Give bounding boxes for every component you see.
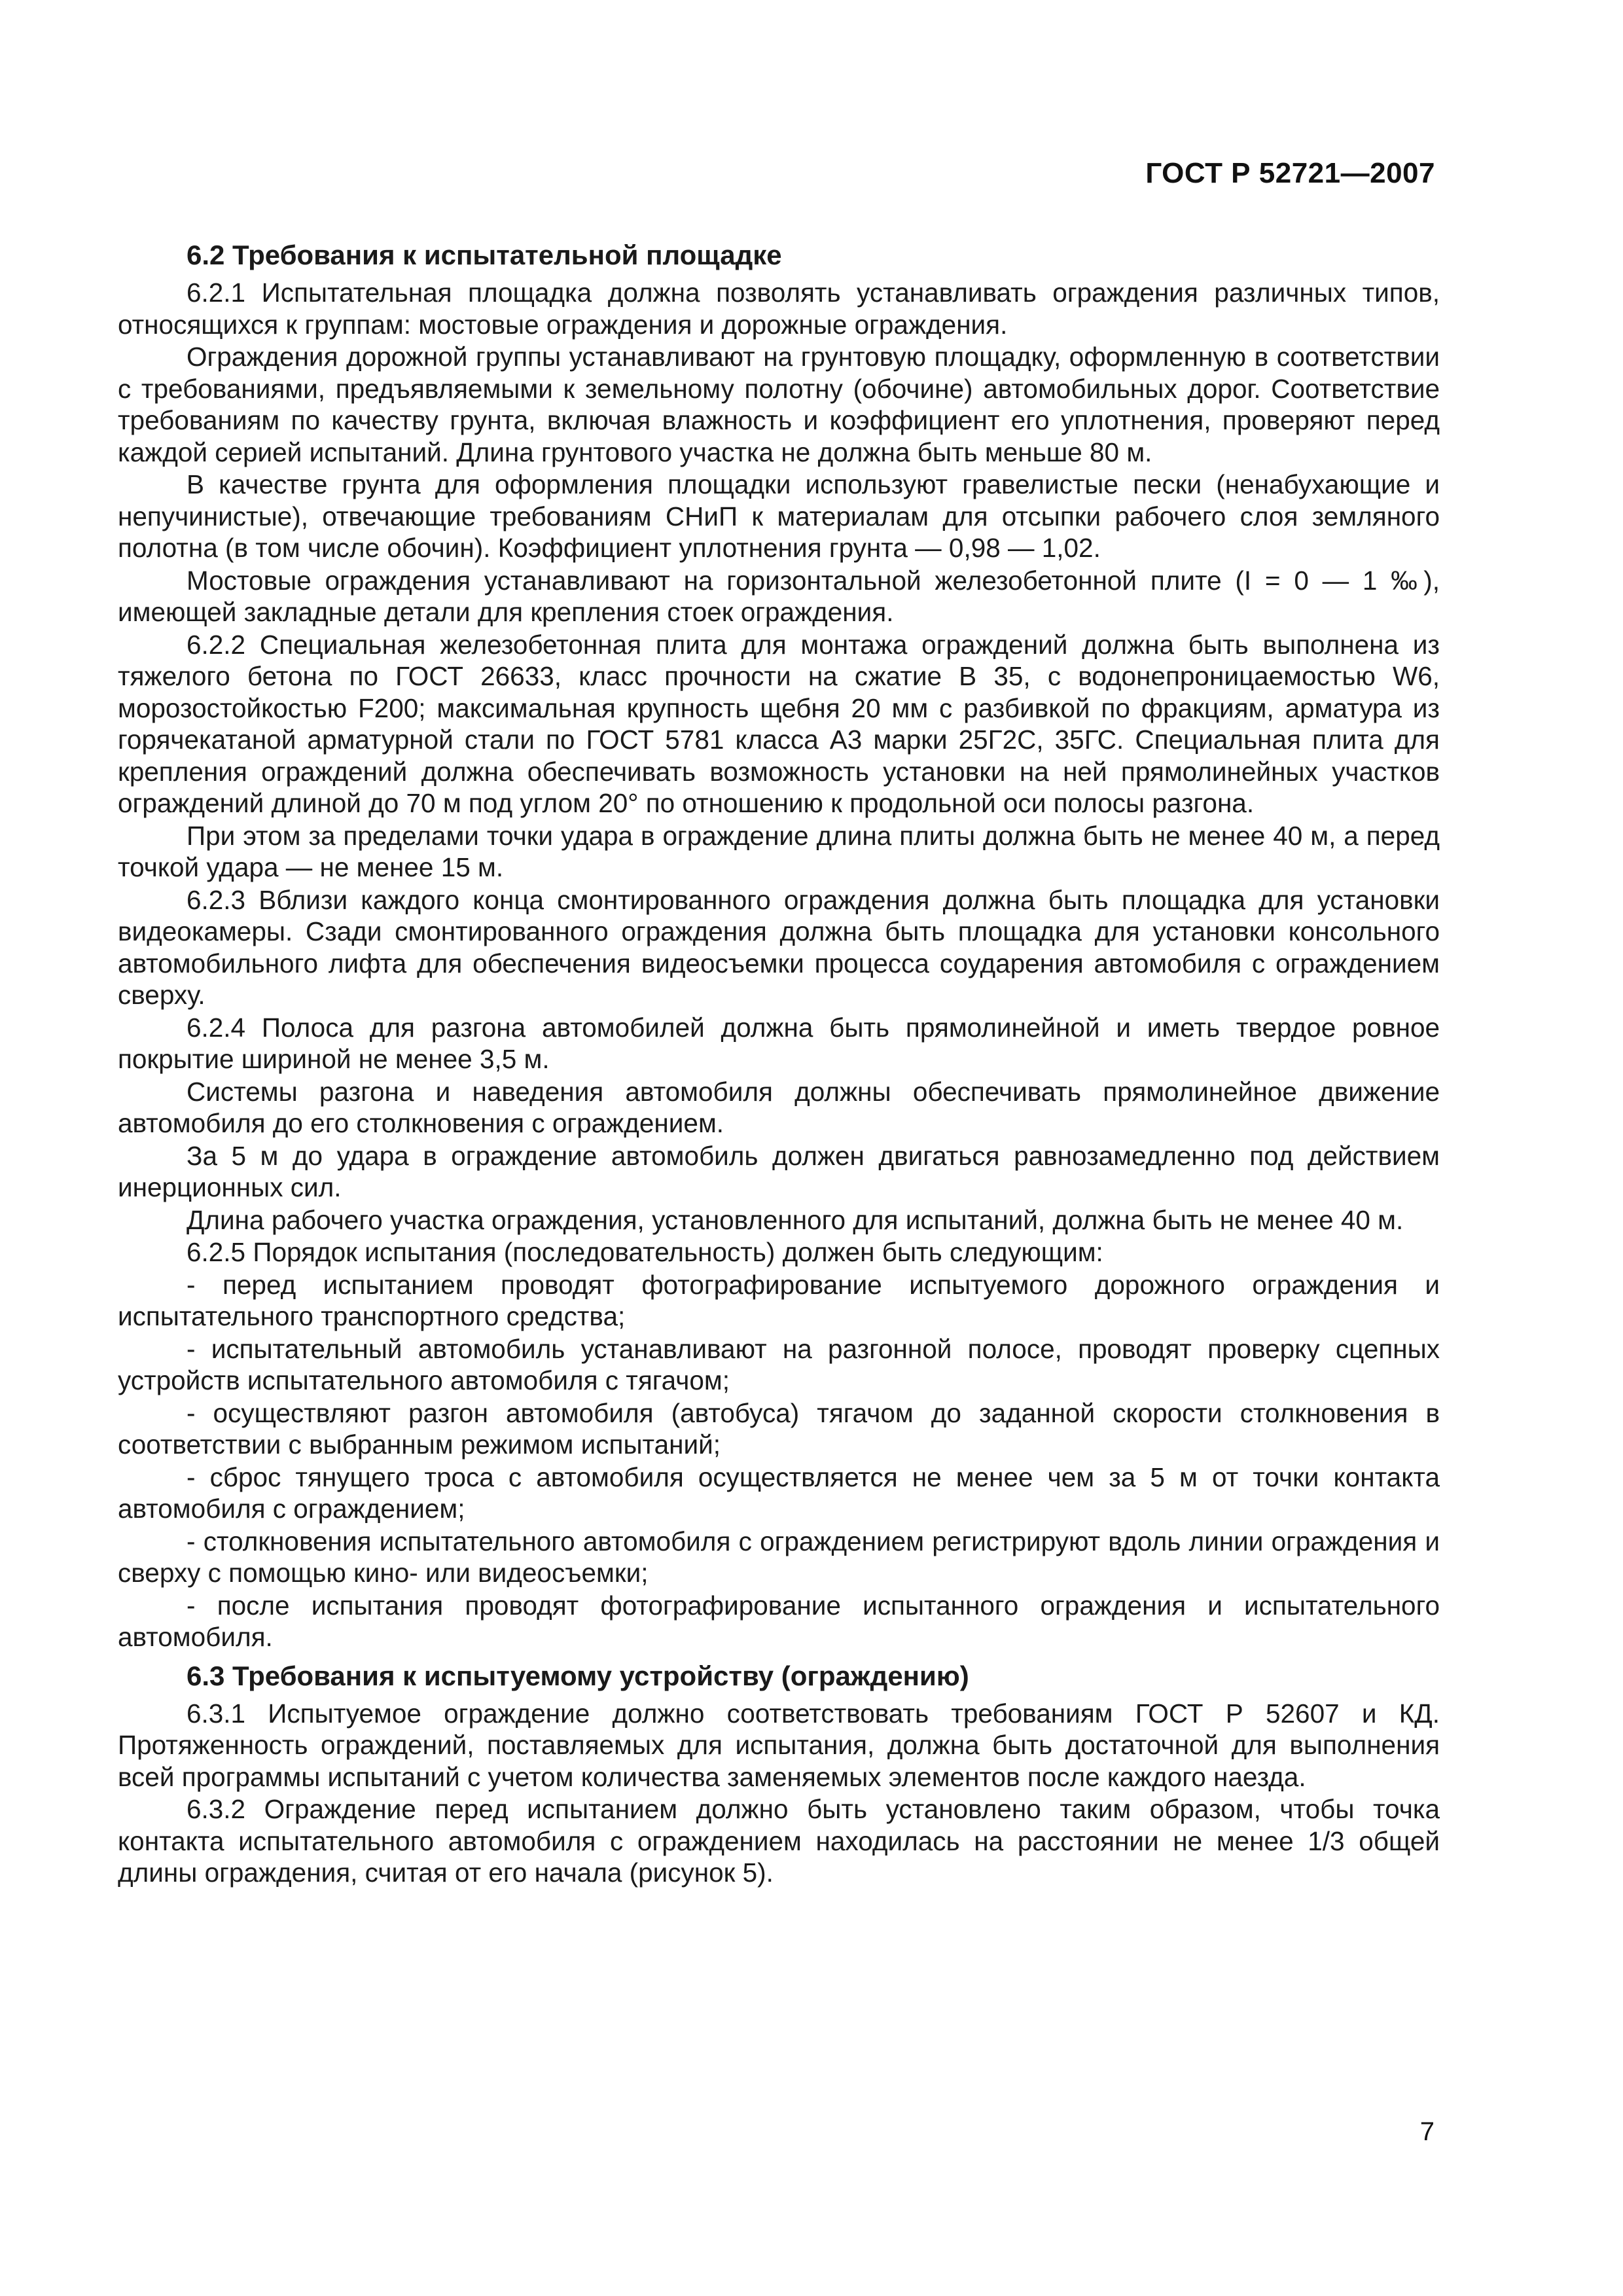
paragraph-6-3-2: 6.3.2 Ограждение перед испытанием должно быть установлено таким образом, чтобы точка контакта испытательного автомобиля с ограждением находилась на расстоянии не менее 1/3 общей длины ограждения, считая от его начала (рисунок 5). <box>118 1794 1440 1888</box>
paragraph-6-2-3: 6.2.3 Вблизи каждого конца смонтированного ограждения должна быть площадка для установки видеокамеры. Сзади смонтированного ограждения должна быть площадка для установки консольного автомобильного лифта для обеспечения видеосъемки процесса соударения автомобиля с ограждением сверху. <box>118 884 1440 1010</box>
paragraph-deceleration: За 5 м до удара в ограждение автомобиль должен двигаться равнозамедленно под действием инерционных сил. <box>118 1140 1440 1202</box>
paragraph-guidance-systems: Системы разгона и наведения автомобиля должны обеспечивать прямолинейное движение автомобиля до его столкновения с ограждением. <box>118 1076 1440 1138</box>
page-number: 7 <box>1419 2117 1435 2146</box>
paragraph-6-3-1: 6.3.1 Испытуемое ограждение должно соответствовать требованиям ГОСТ Р 52607 и КД. Протяженность ограждений, поставляемых для испытания, должна быть достаточной для выполнения всей программы испытаний с учетом количества заменяемых элементов после каждого наезда. <box>118 1698 1440 1792</box>
list-item-photography-after: - после испытания проводят фотографирование испытанного ограждения и испытательного автомобиля. <box>118 1590 1440 1652</box>
list-item-collision-recording: - столкновения испытательного автомобиля с ограждением регистрируют вдоль линии ограждения и сверху с помощью кино- или видеосъемки; <box>118 1526 1440 1588</box>
paragraph-6-2-5: 6.2.5 Порядок испытания (последовательность) должен быть следующим: <box>187 1237 1103 1267</box>
paragraph-soil-type: В качестве грунта для оформления площадки используют гравелистые пески (ненабухающие и непучинистые), отвечающие требованиям СНиП к материалам для отсыпки рабочего слоя земляного полотна (в том числе обочин). Коэффициент уплотнения грунта — 0,98 — 1,02. <box>118 469 1440 563</box>
paragraph-6-2-2: 6.2.2 Специальная железобетонная плита для монтажа ограждений должна быть выполнена из тяжелого бетона по ГОСТ 26633, класс прочности на сжатие В 35, с водонепроницаемостью W6, морозостойкостью F200; максимальная крупность щебня 20 мм с разбивкой по фракциям, арматура из горячекатаной арматурной стали по ГОСТ 5781 класса А3 марки 25Г2С, 35ГС. Специальная плита для крепления ограждений должна обеспечивать возможность установки на ней прямолинейных участков ограждений длиной до 70 м под углом 20° по отношению к продольной оси полосы разгона. <box>118 629 1440 818</box>
list-item-acceleration: - осуществляют разгон автомобиля (автобуса) тягачом до заданной скорости столкновения в соответствии с выбранным режимом испытаний; <box>118 1397 1440 1460</box>
list-item-vehicle-setup: - испытательный автомобиль устанавливают на разгонной полосе, проводят проверку сцепных устройств испытательного автомобиля с тягачом; <box>118 1333 1440 1395</box>
paragraph-6-2-4: 6.2.4 Полоса для разгона автомобилей должна быть прямолинейной и иметь твердое ровное покрытие шириной не менее 3,5 м. <box>118 1012 1440 1074</box>
list-item-cable-release: - сброс тянущего троса с автомобиля осуществляется не менее чем за 5 м от точки контакта автомобиля с ограждением; <box>118 1462 1440 1524</box>
paragraph-road-group: Ограждения дорожной группы устанавливают на грунтовую площадку, оформленную в соответствии с требованиями, предъявляемыми к земельному полотну (обочине) автомобильных дорог. Соответствие требованиям по качеству грунта, включая влажность и коэффициент его уплотнения, проверяют перед каждой серией испытаний. Длина грунтового участка не должна быть меньше 80 м. <box>118 342 1440 467</box>
paragraph-slab-length: При этом за пределами точки удара в ограждение длина плиты должна быть не менее 40 м, а перед точкой удара — не менее 15 м. <box>118 820 1440 882</box>
section-6-3-heading: 6.3 Требования к испытуемому устройству (ограждению) <box>187 1660 969 1691</box>
list-item-photography-before: - перед испытанием проводят фотографирование испытуемого дорожного ограждения и испытательного транспортного средства; <box>118 1269 1440 1331</box>
paragraph-working-length: Длина рабочего участка ограждения, установленного для испытаний, должна быть не менее 40 м. <box>187 1204 1404 1235</box>
page-body <box>118 239 1440 1890</box>
document-code-header: ГОСТ Р 52721—2007 <box>1145 157 1435 189</box>
paragraph-bridge-barriers: Мостовые ограждения устанавливают на горизонтальной железобетонной плите (I = 0 — 1 ‰), имеющей закладные детали для крепления стоек ограждения. <box>118 565 1440 627</box>
section-6-2-heading: 6.2 Требования к испытательной площадке <box>187 240 782 270</box>
paragraph-6-2-1: 6.2.1 Испытательная площадка должна позволять устанавливать ограждения различных типов, относящихся к группам: мостовые ограждения и дорожные ограждения. <box>118 278 1440 340</box>
